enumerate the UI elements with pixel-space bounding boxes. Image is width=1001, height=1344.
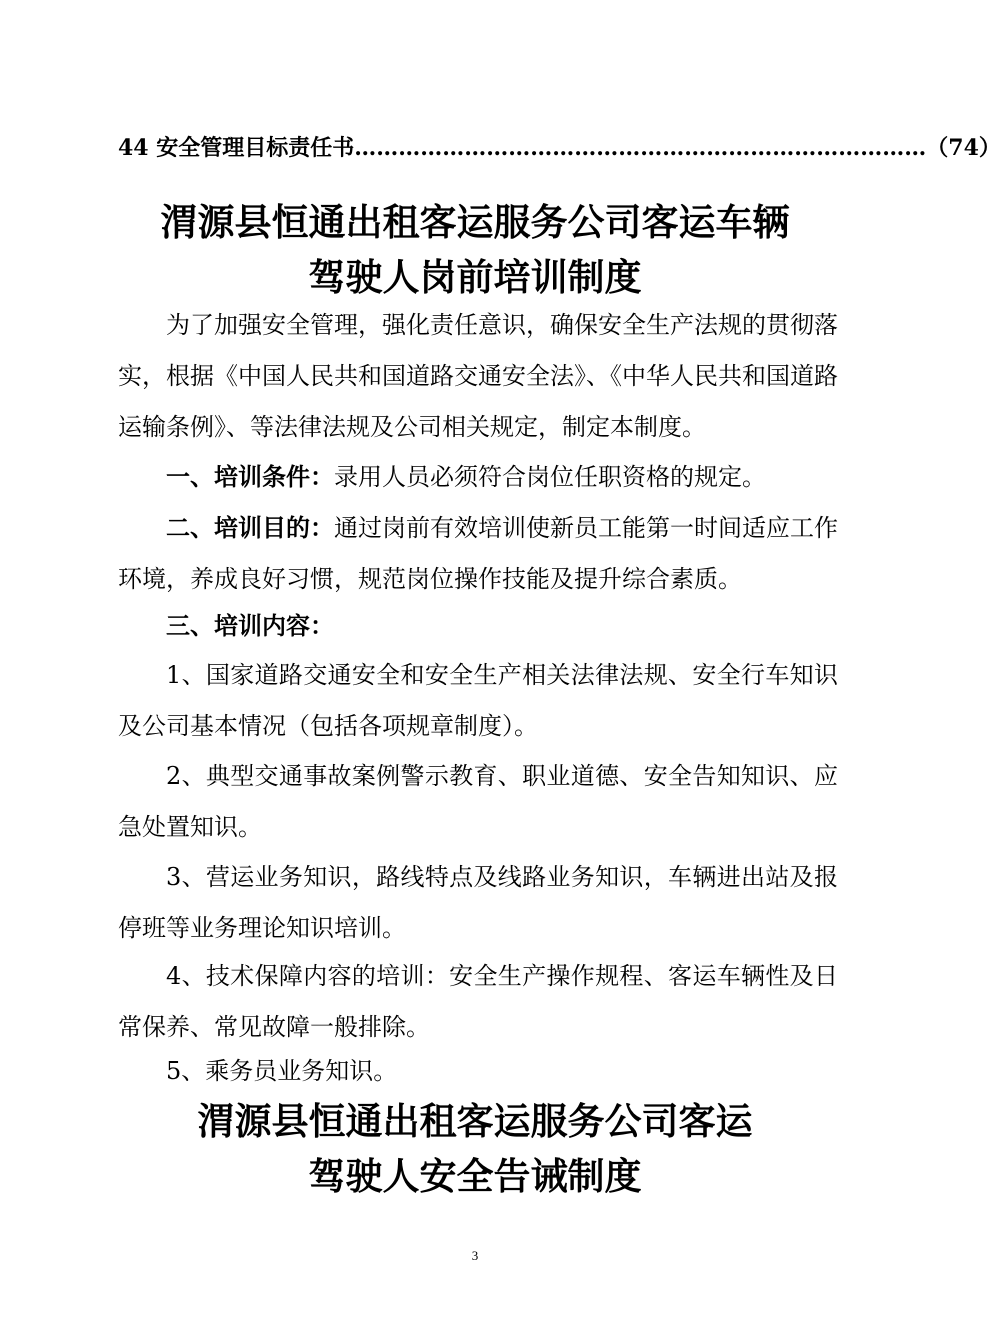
content-item-2: 2、典型交通事故案例警示教育、职业道德、安全告知知识、应急处置知识。 [118,762,838,841]
toc-entry [118,132,1001,164]
content-item-3: 3、营运业务知识，路线特点及线路业务知识，车辆进出站及报停班等业务理论知识培训。 [118,863,838,942]
content-item-1: 1、国家道路交通安全和安全生产相关法律法规、安全行车知识及公司基本情况（包括各项规章制度）。 [118,661,838,740]
toc-leader-dots: …………………………………………………………………… [354,135,927,161]
training-purpose [118,502,838,605]
training-condition [118,451,838,503]
training-purpose-label: 二、培训目的： [166,513,334,542]
training-purpose-text: 通过岗前有效培训使新员工能第一时间适应工作环境，养成良好习惯，规范岗位操作技能及提升综合素质。 [118,514,838,593]
training-condition-text: 录用人员必须符合岗位任职资格的规定。 [334,463,766,491]
section2-title-line1: 渭源县恒通出租客运服务公司客运 [197,1099,753,1143]
toc-page-ref: （74） [926,135,1001,161]
intro-paragraph: 为了加强安全管理，强化责任意识，确保安全生产法规的贯彻落实，根据《中国人民共和国道路交通安全法》、《中华人民共和国道路运输条例》、等法律法规及公司相关规定，制定本制度。 [118,311,838,441]
training-condition-label: 一、培训条件： [166,462,334,491]
content-item-4: 4、技术保障内容的培训：安全生产操作规程、客运车辆性及日常保养、常见故障一般排除。 [118,962,838,1041]
toc-item-title: 44 安全管理目标责任书 [118,135,355,161]
section1-title-line1: 渭源县恒通出租客运服务公司客运车辆 [160,200,790,244]
page-number: 3 [471,1248,479,1263]
section2-title-line2: 驾驶人安全告诫制度 [308,1154,642,1198]
content-item-5: 5、乘务员业务知识。 [166,1057,398,1085]
section1-title-line2: 驾驶人岗前培训制度 [308,255,642,299]
training-content-heading: 三、培训内容： [166,611,334,640]
